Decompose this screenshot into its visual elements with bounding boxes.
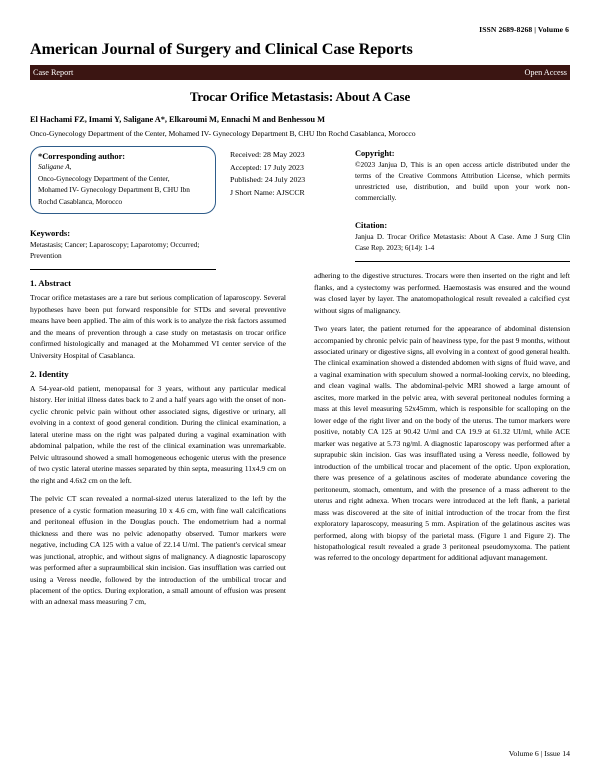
right-column <box>314 270 570 608</box>
right-paragraph-1: adhering to the digestive structures. Trocars were then inserted on the right and left flanks, and a cystectomy was performed. Haemostasis was ensured and the wound was closed layer by layer. The anatomopathological result revealed a calcified cyst without signs of malignancy. <box>314 271 570 315</box>
identity-paragraph-1: A 54-year-old patient, menopausal for 3 years, without any particular medical history. Her initial illness dates back to 2 and a half years ago with the onset of non-cyclic chronic pelvic pain without other associated signs, digestive or urinary, all evolving in a context of good general condition. During the clinical examination, a lateral uterine mass on the right was palpated during a vaginal examination with abdominal palpation, while the rest of the clinical examination was unremarkable. Pelvic ultrasound showed a small homogeneous echogenic uterus with the presence of two cystic lateral uterine masses separated by thin septa, measuring 11x4.9 cm on the right and 4.6x2 cm on the left. <box>30 384 286 485</box>
date-published: Published: 24 July 2023 <box>230 175 306 185</box>
citation-heading: Citation: <box>355 220 388 230</box>
corresponding-author-heading: *Corresponding author: <box>38 152 126 161</box>
keywords-text: Metastasis; Cancer; Laparoscopy; Laparotomy; Occurred; Prevention <box>30 240 200 261</box>
metadata-row <box>30 146 570 270</box>
article-type-banner <box>30 65 570 80</box>
issn-volume-line: ISSN 2689-8268 | Volume 6 <box>479 25 569 34</box>
copyright-citation-column <box>355 146 570 262</box>
identity-heading: 2. Identity <box>30 369 69 379</box>
page-footer-volume-issue: Volume 6 | Issue 14 <box>508 749 570 758</box>
keywords-block <box>30 228 216 270</box>
publication-dates-list <box>230 149 355 200</box>
journal-title: American Journal of Surgery and Clinical Case Reports <box>30 40 413 58</box>
date-received: Received: 28 May 2023 <box>230 150 305 159</box>
copyright-text: ©2023 Janjua D, This is an open access article distributed under the terms of the Creative Commons Attribution License, which permits unrestricted use, distribution, and build upon your work non-commercially. <box>355 160 570 202</box>
corresponding-author-affil-1: Onco-Gynecology Department of the Center, <box>38 173 170 183</box>
publication-dates-column <box>230 146 355 200</box>
corresponding-author-box <box>30 146 216 214</box>
abstract-heading: 1. Abstract <box>30 278 72 289</box>
corresponding-author-name: Saligane A, <box>38 162 72 171</box>
identity-paragraph-2: The pelvic CT scan revealed a normal-sized uterus lateralized to the left by the presence of a cystic formation measuring 10 x 4.6 cm, with fine wall calcifications and peritoneal effusion in the Douglas pouch. The endometrium had a normal thickness and there was no pelvic adenopathy observed. Tumor markers were negative, including CA 125 with a value of 22.14 U/ml. The patient's cervical smear was junctional, atrophic, and without signs of malignancy. A diagnostic laparoscopy was performed after a supraumbilical skin incision. Gas insufflation was carried out using a Veress needle, followed by the introduction of the umbilical trocar and placement of the optics. During exploration, a small amount of effusion was present with an adnexal mass measuring 7 cm, <box>30 494 286 607</box>
corresponding-author-affil-3: Rochd Casablanca, Morocco <box>38 196 123 206</box>
date-accepted: Accepted: 17 July 2023 <box>230 162 304 172</box>
corresponding-author-affil-2: Mohamed IV- Gynecology Department B, CHU Ibn <box>38 185 190 195</box>
banner-case-report-label: Case Report <box>33 68 74 77</box>
journal-short-name: J Short Name: AJSCCR <box>230 187 305 197</box>
abstract-paragraph: Trocar orifice metastases are a rare but serious complication of laparoscopy. Several hypotheses have been put forward responsible for STDs and several preventive means have been applied. The aim of this work is to analyze the risk factors assumed and the means of prevention through a case study on metastasis on trocar orifice confirmed histologically and managed at the Mohammed VI center service of the University Hospital of Casablanca. <box>30 293 286 360</box>
keywords-heading: Keywords: <box>30 228 71 239</box>
citation-text: Janjua D. Trocar Orifice Metastasis: About A Case. Ame J Surg Clin Case Rep. 2023; 6(14): 1-4 <box>355 231 570 252</box>
citation-divider <box>355 261 570 262</box>
article-title: Trocar Orifice Metastasis: About A Case <box>189 89 411 104</box>
affiliation-line: Onco-Gynecology Department of the Center, Mohamed IV- Gynecology Department B, CHU Ibn Rochd Casablanca, Morocco <box>30 129 416 138</box>
right-paragraph-2: Two years later, the patient returned for the appearance of abdominal distension accompanied by chronic pelvic pain of heaviness type, for the past 9 months, without associated urinary or digestive signs, all evolving in a context of good general health. The clinical examination showed a distended abdomen with signs of fluid wave, and a vaginal examination with speculum showed a normal-looking cervix, no bleeding, and clean vaginal walls. The abdominal-pelvic MRI showed a large amount of ascites, more marked in the pelvic area, with several peritoneal nodules forming a mass at this level measuring 52x45mm, which is responsible for scalloping on the lower edge of the right liver and on the body of the uterus. The tumor markers were positive, notably CA 125 at 90.42 U/ml and CA 19.9 at 61.32 UI/ml, while ACE marker was negative at 5.73 ng/ml. A diagnostic laparoscopy was performed after a suprapubic skin incision. Gas was insufflated using a Veress needle, followed by introduction of the umbilical trocar and placement of the optic. Upon exploration, there was presence of a gelatinous ascites of moderate abundance covering the peritoneum, stomach, omentum, and with the presence of a mass adherent to the uterus and right adnexa. When trocars were introduced at the left flank, a parietal mass was discovered at the site of initial introduction of the trocar from the first exploratory laparoscopy, measuring 5 mm. Aspiration of the gelatinous ascites was performed, along with biopsy of the parietal mass. (Figure 1 and Figure 2). The histopathological result revealed a grade 3 peritoneal pseudomyxoma. The patient was referred to the oncology department for additional adjuvant management. <box>314 324 570 563</box>
copyright-heading: Copyright: <box>355 149 395 158</box>
left-column <box>30 270 286 608</box>
banner-open-access-label: Open Access <box>524 68 567 77</box>
corresponding-author-column <box>30 146 230 270</box>
article-body <box>30 270 570 608</box>
author-list: El Hachami FZ, Imami Y, Saligane A*, Elkaroumi M, Ennachi M and Benhessou M <box>30 115 325 124</box>
